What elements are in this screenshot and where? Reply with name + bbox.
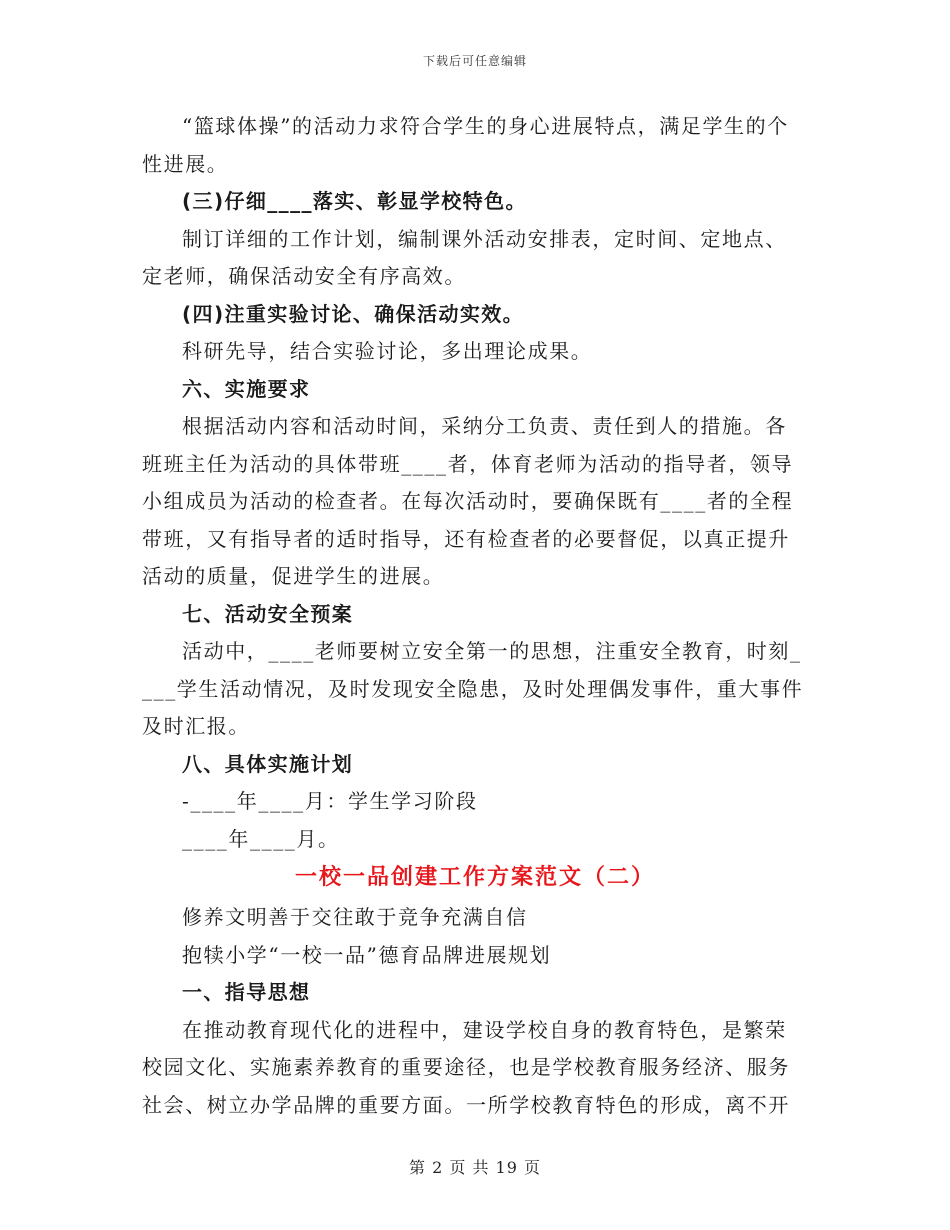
paragraph: 活动中，____老师要树立安全第一的思想，注重安全教育，时刻____学生活动情况，及时发现安全隐患，及时处理偶发事件，重大事件及时汇报。 — [142, 639, 804, 738]
paragraph: “篮球体操”的活动力求符合学生的身心进展特点，满足学生的个性进展。 — [142, 114, 789, 176]
section-heading: 六、实施要求 — [182, 376, 311, 401]
section-heading: 七、活动安全预案 — [182, 601, 354, 626]
paragraph: -____年____月：学生学习阶段 — [182, 789, 478, 813]
paragraph: 制订详细的工作计划，编制课外活动安排表，定时间、定地点、定老师，确保活动安全有序高效。 — [142, 226, 787, 288]
paragraph: ____年____月。 — [182, 826, 340, 851]
section-heading: 一、指导思想 — [182, 980, 311, 1004]
paragraph: 根据活动内容和活动时间，采纳分工负责、责任到人的措施。各班班主任为活动的具体带班____者，体育老师为活动的指导者，领导小组成员为活动的检查者。在每次活动时，要确保既有____者的全程带班，又有指导者的适时指导，还有检查者的必要督促，以真正提升活动的质量，促进学生的进展。 — [142, 414, 794, 588]
header-note: 下载后可任意编辑 — [422, 54, 527, 68]
paragraph: 在推动教育现代化的进程中，建设学校自身的教育特色，是繁荣校园文化、实施素养教育的重要途径，也是学校教育服务经济、服务社会、树立办学品牌的重要方面。一所学校教育特色的形成，离不开 — [142, 1017, 790, 1117]
section-heading: 八、具体实施计划 — [182, 751, 354, 776]
section-heading: (四)注重实验讨论、确保活动实效。 — [182, 301, 525, 326]
paragraph: 修养文明善于交往敢于竞争充满自信 — [182, 905, 528, 929]
page-number: 第 2 页 共 19 页 — [409, 1158, 541, 1177]
paragraph: 科研先导，结合实验讨论，多出理论成果。 — [182, 339, 593, 363]
document-title: 一校一品创建工作方案范文（二） — [294, 865, 655, 890]
section-heading: (三)仔细____落实、彰显学校特色。 — [182, 189, 527, 213]
document-body — [142, 108, 808, 1124]
paragraph: 抱犊小学“一校一品”德育品牌进展规划 — [182, 942, 552, 967]
